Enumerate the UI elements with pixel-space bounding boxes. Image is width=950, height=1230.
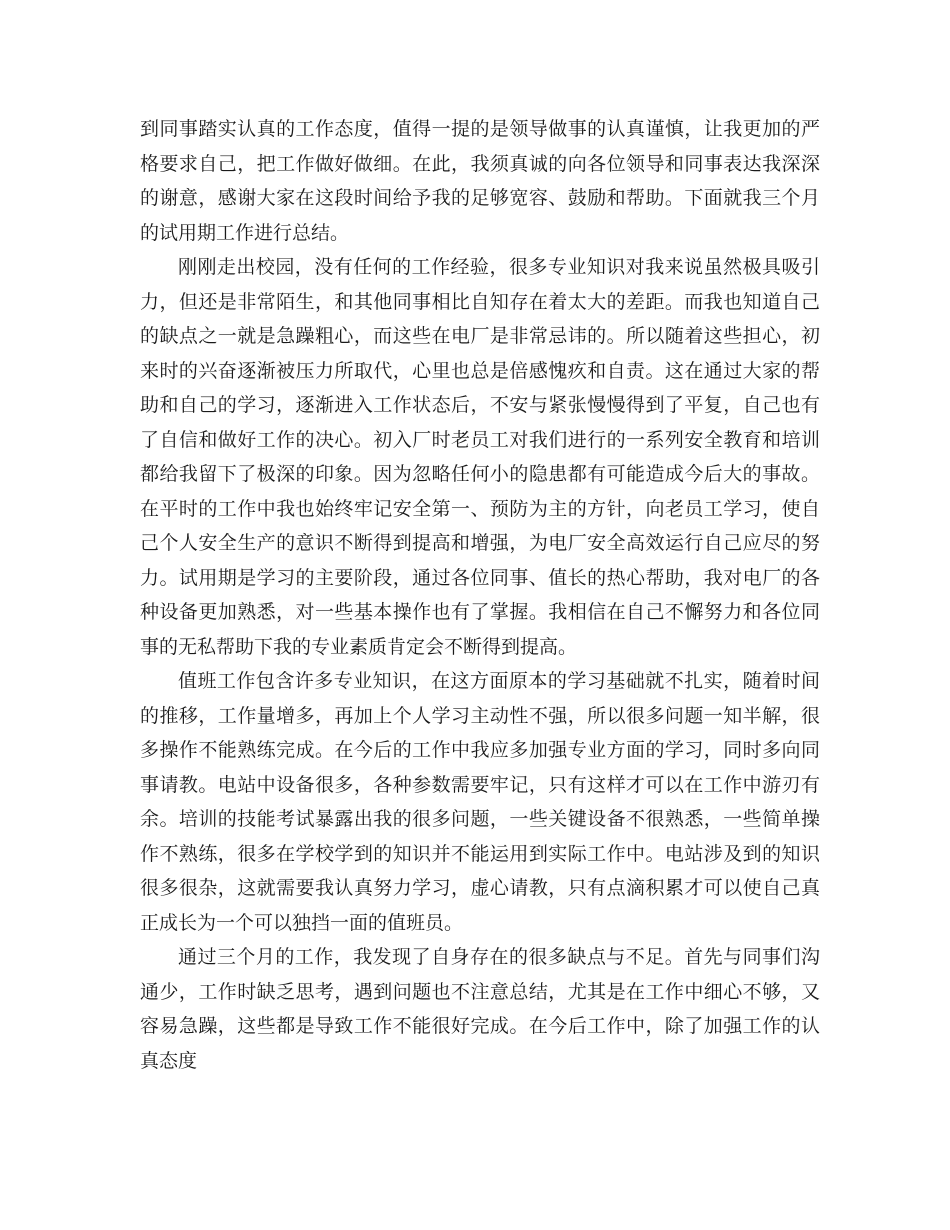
- body-text: [140, 112, 820, 1078]
- paragraph-1: 到同事踏实认真的工作态度，值得一提的是领导做事的认真谨慎，让我更加的严格要求自己，把工作做好做细。在此，我须真诚的向各位领导和同事表达我深深的谢意，感谢大家在这段时间给予我的足够宽容、鼓励和帮助。下面就我三个月的试用期工作进行总结。: [140, 118, 820, 244]
- paragraph-2: 刚刚走出校园，没有任何的工作经验，很多专业知识对我来说虽然极具吸引力，但还是非常陌生，和其他同事相比自知存在着太大的差距。而我也知道自己的缺点之一就是急躁粗心，而这些在电厂是非常忌讳的。所以随着这些担心，初来时的兴奋逐渐被压力所取代，心里也总是倍感愧疚和自责。这在通过大家的帮助和自己的学习，逐渐进入工作状态后，不安与紧张慢慢得到了平复，自己也有了自信和做好工作的决心。初入厂时老员工对我们进行的一系列安全教育和培训都给我留下了极深的印象。因为忽略任何小的隐患都有可能造成今后大的事故。在平时的工作中我也始终牢记安全第一、预防为主的方针，向老员工学习，使自己个人安全生产的意识不断得到提高和增强，为电厂安全高效运行自己应尽的努力。试用期是学习的主要阶段，通过各位同事、值长的热心帮助，我对电厂的各种设备更加熟悉，对一些基本操作也有了掌握。我相信在自己不懈努力和各位同事的无私帮助下我的专业素质肯定会不断得到提高。: [140, 256, 820, 658]
- paragraph-3: 值班工作包含许多专业知识，在这方面原本的学习基础就不扎实，随着时间的推移，工作量增多，再加上个人学习主动性不强，所以很多问题一知半解，很多操作不能熟练完成。在今后的工作中我应多加强专业方面的学习，同时多向同事请教。电站中设备很多，各种参数需要牢记，只有这样才可以在工作中游刃有余。培训的技能考试暴露出我的很多问题，一些关键设备不很熟悉，一些简单操作不熟练，很多在学校学到的知识并不能运用到实际工作中。电站涉及到的知识很多很杂，这就需要我认真努力学习，虚心请教，只有点滴积累才可以使自己真正成长为一个可以独挡一面的值班员。: [140, 670, 820, 934]
- paragraph-4: 通过三个月的工作，我发现了自身存在的很多缺点与不足。首先与同事们沟通少，工作时缺乏思考，遇到问题也不注意总结，尤其是在工作中细心不够，又容易急躁，这些都是导致工作不能很好完成。在今后工作中，除了加强工作的认真态度: [140, 946, 820, 1072]
